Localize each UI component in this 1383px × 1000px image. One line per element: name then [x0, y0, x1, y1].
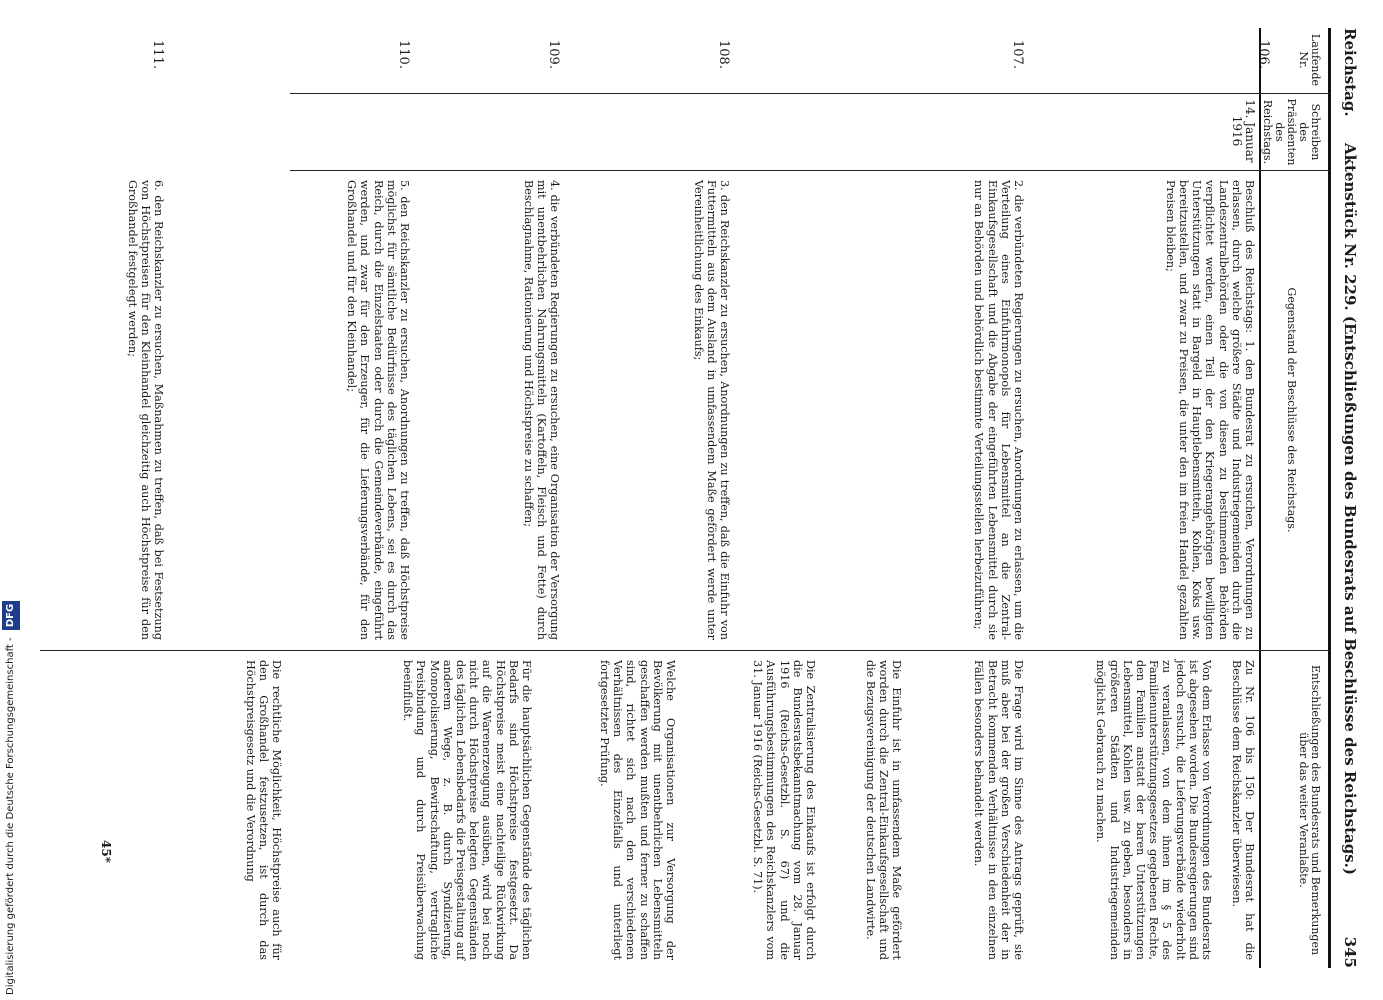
- header-left: Reichstag.: [1341, 28, 1359, 117]
- header-title: Aktenstück Nr. 229. (Entschließungen des Bundesrats auf Beschlüsse des Reichstags.): [1341, 143, 1359, 875]
- col-header-decision: Entschließungen des Bundesrats und Bemerkungen über das weiter Veranlaßte.: [1297, 664, 1322, 956]
- decision-text: Von dem Erlasse von Verordnungen des Bundesrats ist abgesehen worden. Die Bundesregierungen sind jedoch ersucht, die Lieferungsverbände wiederholt zu veranlassen, von dem ihnen im § 5 des Familienunterstützungsgesetzes gegebenen Rechte, den Familien anstatt der baren Unterstützungen Lebensmittel, Kohlen usw. zu geben, besonders in größeren Städten und Industriegemeinden möglichst Gebrauch zu machen.: [1094, 660, 1213, 960]
- row-text: 2. die verbündeten Regierungen zu ersuchen, Anordnungen zu erlassen, um die Verteilung eines Einfuhrmonopols für Lebensmittel an die Zentral-Einkaufsgesellschaft und die Abgabe der eingeführten Lebensmittel durch sie nur an Behörden und behördlich bestimmte Verteilungsstellen herbeizuführen;: [972, 180, 1025, 640]
- decision-text: Zu Nr. 106 bis 150: Der Bundesrat hat die Beschlüsse dem Reichskanzler überwiesen.: [1229, 660, 1256, 960]
- col-header-letter: Schreiben des Präsidenten des Reichstags.: [1261, 98, 1322, 166]
- row-text: 5. den Reichskanzler zu ersuchen, Anordnungen zu treffen, daß Höchstpreise möglichst für sämtliche Bedürfnisse des täglichen Lebens, sei es durch das Reich, durch die Einzelstaaten oder durch die Gemeindeverbände, eingeführt werden, und zwar für den Erzeuger, für die Lieferungsverbände, für den Großhandel und für den Kleinhandel;: [345, 180, 411, 640]
- row-number: 111.: [150, 40, 165, 69]
- column-divider: [290, 170, 1331, 171]
- signature-mark: 45*: [99, 840, 113, 863]
- col-header-nr: Laufende Nr.: [1297, 33, 1322, 87]
- column-head-rule: [1259, 28, 1261, 968]
- column-divider: [290, 93, 1331, 94]
- digitization-credit: [2, 600, 20, 995]
- header-rule: [1328, 28, 1331, 968]
- page-header: [1325, 28, 1365, 968]
- row-number: 106.: [1256, 40, 1271, 69]
- row-text: 4. die verbündeten Regierungen zu ersuchen, eine Organisation der Versorgung mit unentbehrlichen Nahrungsmitteln (Kartoffeln, Fleisch und Fette) durch Beschlagnahme, Rationierung und Höchstpreise zu schaffen;: [521, 180, 561, 640]
- row-number: 110.: [396, 40, 411, 69]
- row-text: Beschluß des Reichstags: 1. den Bundesrat zu ersuchen, Verordnungen zu erlassen, durch welche größere Städte und Industriegemeinden durch die Landeszentralbehörden oder die von diesen zu bestimmenden Behörden verpflichtet werden, einen Teil der den Kriegerangehörigen bewilligten Unterstützungen statt in Bargeld in Hauptlebensmitteln, Kohlen, Koks usw. bereitzustellen, und zwar zu Preisen, die unter den im freien Handel gezahlten Preisen bleiben;: [1163, 180, 1256, 640]
- column-divider: [40, 650, 1331, 651]
- col-header-subject: Gegenstand der Beschlüsse des Reichstags.: [1285, 287, 1298, 533]
- row-number: 109.: [546, 40, 561, 69]
- row-text: 6. den Reichskanzler zu ersuchen, Maßnahmen zu treffen, daß bei Festsetzung von Höchstpreisen für den Kleinhandel gleichzeitig auch Höchstpreise für den Großhandel festgelegt werden;: [125, 180, 165, 640]
- row-number: 108.: [716, 40, 731, 69]
- decision-text: Die Einfuhr ist in umfassendem Maße gefördert worden durch die Zentral-Einkaufsgesellschaft und die Bezugsvereinigung der deutschen Landwirte.: [863, 660, 903, 960]
- decision-text: Die Zentralisierung des Einkaufs ist erfolgt durch die Bundesratsbekanntmachung vom 28. Januar 1916 (Reichs-Gesetzbl. S. 67) und die Ausführungsbestimmungen des Reichskanzlers vom 31. Januar 1916 (Reichs-Gesetzbl. S. 71).: [751, 660, 817, 960]
- dfg-logo: DFG: [2, 601, 20, 630]
- decision-text: Die rechtliche Möglichkeit, Höchstpreise auch für den Großhandel festzusetzen, ist durch das Höchstpreisgesetz und die Verordnung: [243, 660, 283, 960]
- page-number: 345: [1341, 936, 1359, 968]
- row-text: 3. den Reichskanzler zu ersuchen, Anordnungen zu treffen, daß die Einfuhr von Futtermitteln aus dem Ausland in umfassendem Maße gefördert werde unter Vereinheitlichung des Einkaufs;: [691, 180, 731, 640]
- row-number: 107.: [1010, 40, 1025, 69]
- credit-text: Digitalisierung gefördert durch die Deutsche Forschungsgemeinschaft -: [5, 637, 16, 995]
- decision-text: Für die hauptsächlichen Gegenstände des täglichen Bedarfs sind Höchstpreise festgesetzt. Da Höchstpreise meist eine nachteilige Rückwirkung auf die Warenerzeugung ausüben, wird bei noch nicht durch Höchstpreise belegten Gegenständen des täglichen Lebensbedarfs die Preisgestaltung auf anderem Wege, z. B. durch Syndizierung, Monopolisierung, Bewirtschaftung, vertragliche Preisbindung und durch Preisüberwachung beeinflußt.: [401, 660, 533, 960]
- decision-text: Die Frage wird im Sinne des Antrags geprüft, sie muß aber bei der großen Verschiedenheit der in Betracht kommenden Verhältnisse in den einzelnen Fällen besonders behandelt werden.: [972, 660, 1025, 960]
- decision-text: Welche Organisationen zur Versorgung der Bevölkerung mit unentbehrlichen Lebensmitteln geschaffen werden mußten und ferner zu schaffen sind, richtet sich nach den verschiedenen Verhältnissen des Einzelfalls und unterliegt fortgesetzter Prüfung.: [597, 660, 677, 960]
- row-date: 14. Januar 1916: [1230, 99, 1257, 163]
